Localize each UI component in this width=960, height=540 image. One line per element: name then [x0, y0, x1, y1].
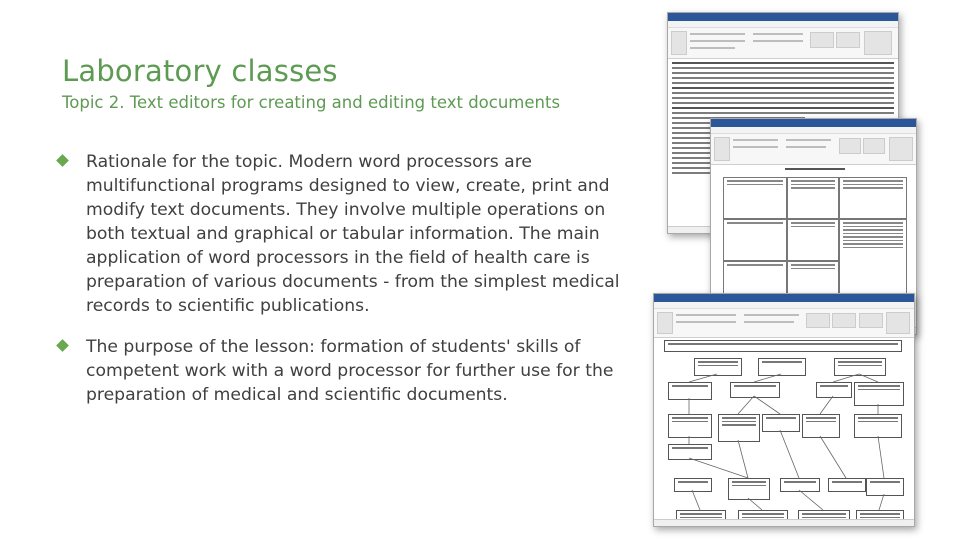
status-bar: [654, 519, 914, 526]
bullet-text: Rationale for the topic. Modern word processors are multifunctional programs designed to view, create, print and modify text documents. They involve multiple operations on both textual and graphical or tabular information. The main application of word processors in the field of health care is preparation of various documents - from the simplest medical records to scientific publications.: [86, 152, 620, 316]
bullet-item-purpose: [58, 335, 638, 407]
bullet-item-rationale: [58, 150, 638, 318]
document-page: [658, 338, 910, 518]
window-titlebar: [668, 13, 898, 21]
window-titlebar: [654, 294, 914, 302]
bullet-list: [58, 150, 638, 424]
word-window-diagram-document: [653, 293, 915, 527]
slide-subtitle: Topic 2. Text editors for creating and editing text documents: [62, 93, 561, 112]
window-titlebar: [711, 119, 916, 127]
bullet-text: The purpose of the lesson: formation of students' skills of competent work with a word processor for further use for the preparation of medical and scientific documents.: [86, 337, 614, 405]
ribbon-tabs: [711, 127, 916, 134]
diamond-bullet-icon: [56, 154, 69, 167]
ribbon-tabs: [668, 21, 898, 28]
diagram-connectors: [658, 338, 910, 527]
ribbon: [654, 309, 914, 338]
slide-title: Laboratory classes: [62, 54, 338, 88]
ribbon: [711, 134, 916, 165]
ribbon-tabs: [654, 302, 914, 309]
ribbon: [668, 28, 898, 59]
diamond-bullet-icon: [56, 339, 69, 352]
